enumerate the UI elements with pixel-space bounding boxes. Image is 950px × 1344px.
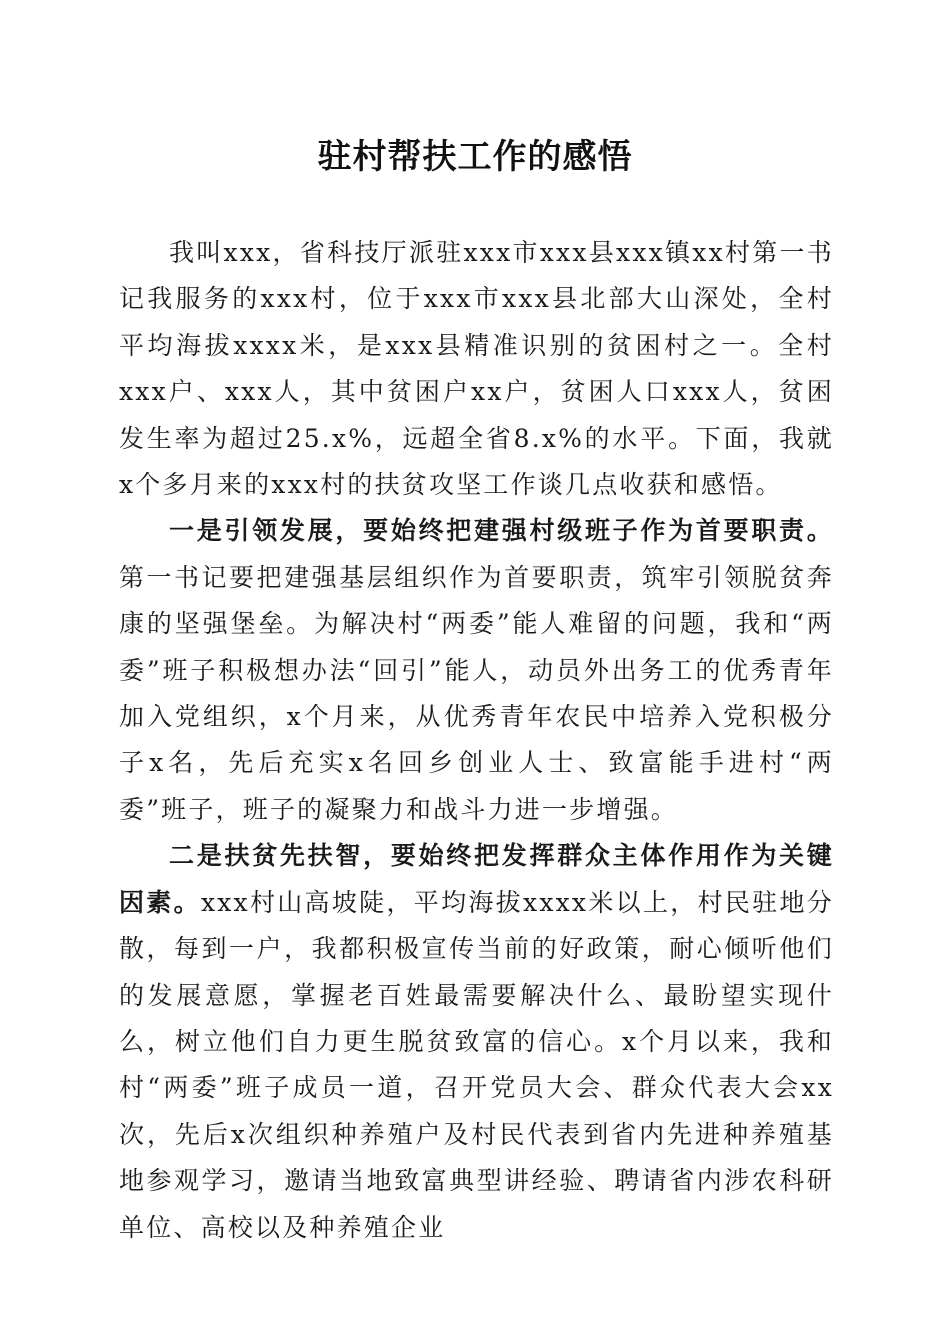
paragraph-point-1 (119, 508, 834, 833)
paragraph-point-1-text: 第一书记要把建强基层组织作为首要职责，筑牢引领脱贫奔康的坚强堡垒。为解决村“两委”能人难留的问题，我和“两委”班子积极想办法“回引”能人，动员外出务工的优秀青年加入党组织，x个月来，从优秀青年农民中培养入党积极分子x名，先后充实x名回乡创业人士、致富能手进村“两委”班子，班子的凝聚力和战斗力进一步增强。 (119, 562, 834, 824)
document-title: 驻村帮扶工作的感悟 (317, 137, 633, 177)
paragraph-point-2-text: xxx村山高坡陡，平均海拔xxxx米以上，村民驻地分散，每到一户，我都积极宣传当前的好政策，耐心倾听他们的发展意愿，掌握老百姓最需要解决什么、最盼望实现什么，树立他们自力更生脱贫致富的信心。x个月以来，我和村“两委”班子成员一道，召开党员大会、群众代表大会xx次，先后x次组织种养殖户及村民代表到省内先进种养殖基地参观学习，邀请当地致富典型讲经验、聘请省内涉农科研单位、高校以及种养殖企业 (119, 887, 834, 1242)
paragraph-point-2-lead: 二是扶贫先扶智，要始终把发挥群众主体作用作为关键因素。 (119, 841, 834, 917)
document-body (119, 230, 834, 1251)
paragraph-intro (119, 230, 834, 508)
paragraph-intro-text: 我叫xxx，省科技厅派驻xxx市xxx县xxx镇xx村第一书记我服务的xxx村，位于xxx市xxx县北部大山深处，全村平均海拔xxxx米，是xxx县精准识别的贫困村之一。全村xxx户、xxx人，其中贫困户xx户，贫困人口xxx人，贫困发生率为超过25.x%，远超全省8.x%的水平。下面，我就x个多月来的xxx村的扶贫攻坚工作谈几点收获和感悟。 (119, 238, 834, 500)
paragraph-point-2 (119, 833, 834, 1251)
paragraph-point-1-lead: 一是引领发展，要始终把建强村级班子作为首要职责。 (169, 516, 834, 546)
